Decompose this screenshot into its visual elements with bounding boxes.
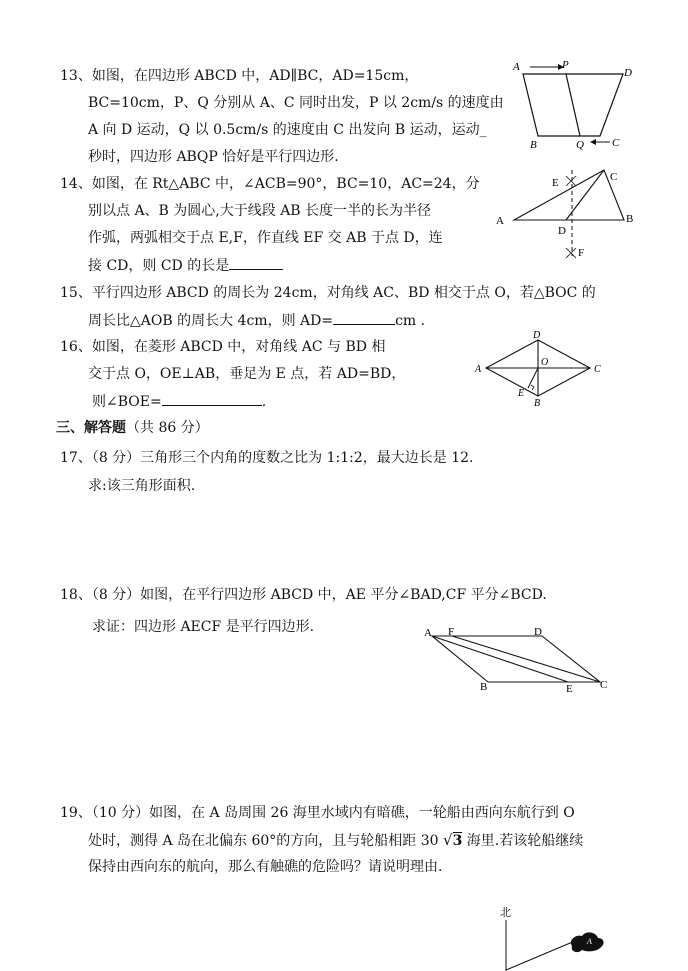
- q16-line-3-text: 则∠BOE=: [92, 394, 162, 410]
- q18-label-e: E: [566, 683, 573, 694]
- q13-label-d: D: [624, 67, 632, 79]
- q19-line-2: [88, 830, 583, 851]
- q13-line-4: 秒时，四边形 ABQP 恰好是平行四边形.: [88, 149, 339, 165]
- q14-label-c: C: [610, 171, 618, 183]
- q13-label-p: P: [562, 59, 569, 71]
- q16-line-2: 交于点 O，OE⊥AB，垂足为 E 点，若 AD=BD，: [88, 366, 406, 382]
- q18-line-1: 18、（8 分）如图，在平行四边形 ABCD 中，AE 平分∠BAD,CF 平分∠BCD.: [60, 587, 547, 603]
- q19-line-1: 19、（10 分）如图，在 A 岛周围 26 海里水域内有暗礁，一轮船由西向东航行到 O: [60, 805, 575, 821]
- q19-line-2-text-a: 处时，测得 A 岛在北偏东 60°的方向，且与轮船相距 30: [88, 833, 443, 849]
- q14-line-4-text: 接 CD，则 CD 的长是: [88, 258, 230, 274]
- q14-line-4: [88, 255, 283, 276]
- q16-label-a: A: [475, 364, 482, 375]
- q16-label-e: E: [518, 388, 525, 399]
- q19-line-3: 保持由西向东的航向，那么有触礁的危险吗？请说明理由.: [88, 859, 443, 875]
- q13-trapezoid-figure: [508, 56, 638, 152]
- q13-line-2: BC=10cm，P、Q 分别从 A、C 同时出发，P 以 2cm/s 的速度由: [88, 95, 504, 111]
- q18-line-2: 求证：四边形 AECF 是平行四边形.: [92, 619, 315, 635]
- q16-answer-blank[interactable]: [162, 391, 262, 406]
- q19-island-label: A: [587, 937, 592, 946]
- q16-end: .: [261, 394, 267, 410]
- q16-line-3: [92, 391, 266, 412]
- q17-line-1: 17、（8 分）三角形三个内角的度数之比为 1:1:2，最大边长是 12.: [60, 450, 474, 466]
- q14-label-a: A: [496, 215, 504, 227]
- section-heading: [56, 418, 209, 438]
- q14-triangle-figure: [486, 162, 646, 268]
- q15-line-2: [88, 310, 425, 331]
- q18-label-b: B: [480, 681, 488, 693]
- section-note: （共 86 分）: [126, 420, 209, 436]
- q17-line-2: 求:该三角形面积.: [88, 478, 196, 494]
- q13-line-3: A 向 D 运动，Q 以 0.5cm/s 的速度由 C 出发向 B 运动，运动_: [88, 122, 487, 138]
- q13-line-1: 13、如图，在四边形 ABCD 中，AD∥BC，AD=15cm，: [60, 68, 419, 84]
- q15-line-2-text: 周长比△AOB 的周长大 4cm，则 AD=: [88, 313, 334, 329]
- section-title: 三、解答题: [56, 420, 126, 436]
- q14-label-d: D: [558, 225, 566, 237]
- q16-rhombus-figure: [470, 330, 610, 410]
- q13-label-b: B: [530, 139, 537, 151]
- q16-label-c: C: [594, 364, 601, 375]
- q13-label-c: C: [612, 137, 620, 149]
- q14-line-3: 作弧，两弧相交于点 E,F，作直线 EF 交 AB 于点 D，连: [88, 230, 443, 246]
- q13-label-a: A: [513, 61, 520, 73]
- q14-line-1: 14、如图，在 Rt△ABC 中，∠ACB=90°，BC=10，AC=24，分: [60, 176, 480, 192]
- q19-line-2-text-b: 海里.若该轮船继续: [462, 833, 584, 849]
- q19-north-label: 北: [500, 907, 511, 919]
- q16-label-o: O: [541, 357, 549, 368]
- q15-answer-blank[interactable]: [333, 310, 395, 325]
- q18-parallelogram-figure: [420, 622, 610, 694]
- q14-line-2: 别以点 A、B 为圆心,大于线段 AB 长度一半的长为半径: [88, 203, 432, 219]
- q19-sqrt-radicand: 3: [452, 833, 463, 849]
- q18-label-c: C: [600, 679, 608, 691]
- q14-label-b: B: [626, 213, 634, 225]
- q16-line-1: 16、如图，在菱形 ABCD 中，对角线 AC 与 BD 相: [60, 339, 386, 355]
- q14-label-f: F: [578, 247, 585, 259]
- q18-label-d: D: [534, 626, 542, 638]
- q16-label-d: D: [533, 330, 541, 341]
- q13-label-q: Q: [576, 139, 584, 151]
- q19-map-figure: [490, 900, 620, 971]
- q19-sqrt-sign: √: [443, 831, 453, 849]
- q18-label-f: F: [448, 626, 455, 638]
- q15-line-1: 15、平行四边形 ABCD 的周长为 24cm，对角线 AC、BD 相交于点 O，若△BOC 的: [60, 285, 596, 301]
- q14-label-e: E: [552, 177, 559, 189]
- q18-label-a: A: [424, 627, 432, 639]
- q15-unit: cm .: [395, 313, 426, 329]
- q16-label-b: B: [534, 398, 541, 409]
- q14-answer-blank[interactable]: [229, 255, 283, 270]
